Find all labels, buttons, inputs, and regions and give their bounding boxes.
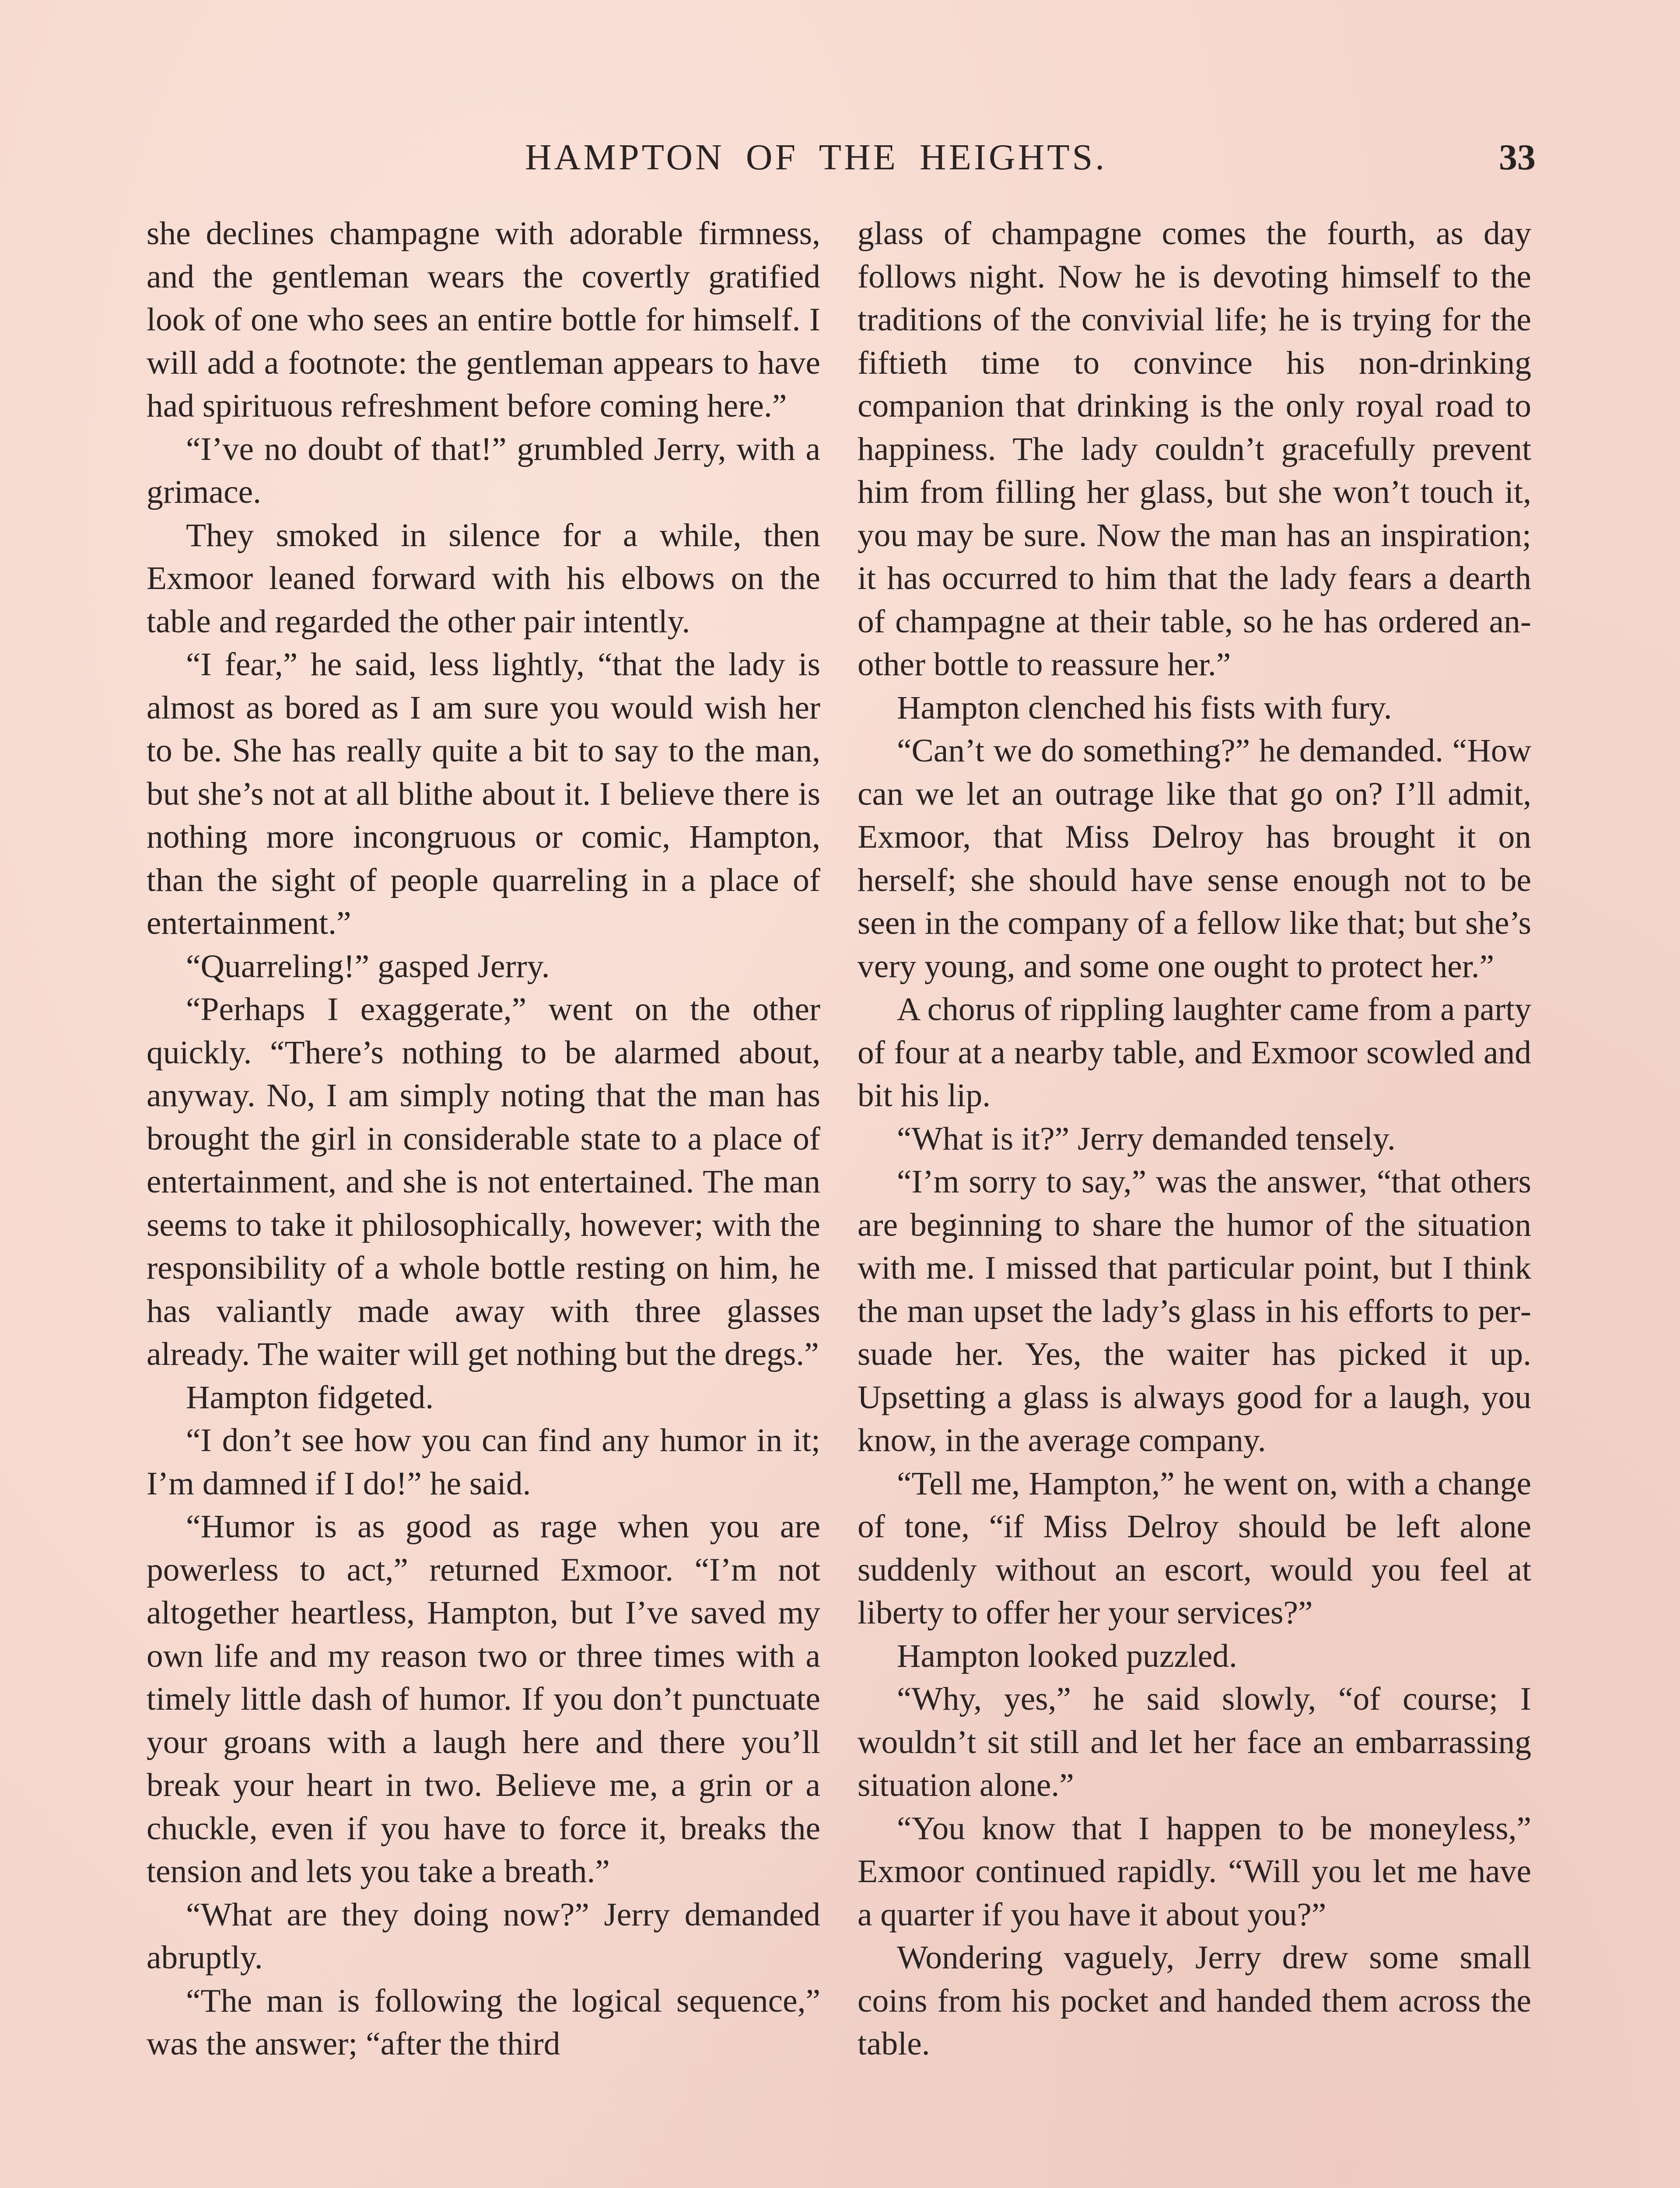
paragraph: “Tell me, Hampton,” he went on, with a change of tone, “if Miss Delroy should be left alone suddenly without an escort, would you feel at liberty to offer her your services?” xyxy=(858,1465,1531,1631)
paragraph: “I’m sorry to say,” was the answer, “that others are beginning to share the humor of the situation with me. I missed that particular point, but I think the man upset the lady’s glass in his efforts to persuade her. Yes, the waiter has picked it up. Upsetting a glass is always good for a laugh, you know, in the average company. xyxy=(858,1164,1531,1459)
paragraph: “The man is following the logical sequence,” was the answer; “after the third xyxy=(147,1982,820,2062)
paragraph: They smoked in silence for a while, then Exmoor leaned forward with his elbows on the table and regarded the other pair intently. xyxy=(147,517,820,640)
paragraph: “Quarreling!” gasped Jerry. xyxy=(186,948,550,985)
paragraph: glass of champagne comes the fourth, as day follows night. Now he is devoting himself to the traditions of the convivial life; he is trying for the fiftieth time to convince his non-drinking companion that drinking is the only royal road to happiness. The lady couldn’t gracefully prevent him from filling her glass, but she won’t touch it, you may be sure. Now the man has an inspiration; it has occurred to him that the lady fears a dearth of champagne at their table, so he has ordered another bottle to reassure her.” xyxy=(858,215,1531,683)
paragraph: “What are they doing now?” Jerry demanded abruptly. xyxy=(147,1896,820,1976)
paragraph: “I fear,” he said, less lightly, “that the lady is almost as bored as I am sure you would wish her to be. She has really quite a bit to say to the man, but she’s not at all blithe about it. I believe there is nothing more incongruous or comic, Hampton, than the sight of people quarreling in a place of entertainment.” xyxy=(147,646,820,941)
paragraph: “Why, yes,” he said slowly, “of course; I wouldn’t sit still and let her face an embarrassing situation alone.” xyxy=(858,1681,1531,1803)
paragraph: “What is it?” Jerry demanded tensely. xyxy=(897,1120,1396,1157)
paragraph: she declines champagne with adorable firmness, and the gentleman wears the covertly gratified look of one who sees an entire bottle for himself. I will add a footnote: the gentleman appears to have had spirituous refreshment before coming here.” xyxy=(147,215,820,424)
paragraph: A chorus of rippling laughter came from a party of four at a nearby table, and Exmoor scowled and bit his lip. xyxy=(858,991,1531,1114)
left-column xyxy=(147,212,820,2066)
right-column xyxy=(858,212,1531,2066)
running-header xyxy=(0,133,1680,182)
paragraph: Hampton clenched his fists with fury. xyxy=(897,689,1392,726)
paragraph: Hampton fidgeted. xyxy=(186,1379,434,1416)
page-number: 33 xyxy=(1499,137,1536,178)
paragraph: Wondering vaguely, Jerry drew some small coins from his pocket and handed them across the table. xyxy=(858,1939,1531,2062)
paragraph: “Perhaps I exaggerate,” went on the other quickly. “There’s nothing to be alarmed about, anyway. No, I am simply noting that the man has brought the girl in considerable state to a place of entertainment, and she is not entertained. The man seems to take it philosophically, however; with the responsibility of a whole bottle resting on him, he has valiantly made away with three glasses already. The waiter will get nothing but the dregs.” xyxy=(147,991,820,1372)
paragraph: “Can’t we do something?” he demanded. “How can we let an outrage like that go on? I’ll admit, Exmoor, that Miss Delroy has brought it on herself; she should have sense enough not to be seen in the company of a fellow like that; but she’s very young, and some one ought to protect her.” xyxy=(858,733,1531,985)
paragraph: Hampton looked puzzled. xyxy=(897,1637,1237,1674)
paragraph: “I’ve no doubt of that!” grumbled Jerry, with a grimace. xyxy=(147,431,820,510)
running-title: HAMPTON OF THE HEIGHTS. xyxy=(525,137,1107,178)
paragraph: “I don’t see how you can find any humor in it; I’m damned if I do!” he said. xyxy=(147,1422,820,1502)
paragraph: “You know that I happen to be moneyless,” Exmoor continued rapidly. “Will you let me have a quarter if you have it about you?” xyxy=(858,1810,1531,1933)
paragraph: “Humor is as good as rage when you are powerless to act,” returned Exmoor. “I’m not altogether heartless, Hampton, but I’ve saved my own life and my reason two or three times with a timely little dash of humor. If you don’t punctuate your groans with a laugh here and there you’ll break your heart in two. Believe me, a grin or a chuckle, even if you have to force it, breaks the tension and lets you take a breath.” xyxy=(147,1508,820,1890)
